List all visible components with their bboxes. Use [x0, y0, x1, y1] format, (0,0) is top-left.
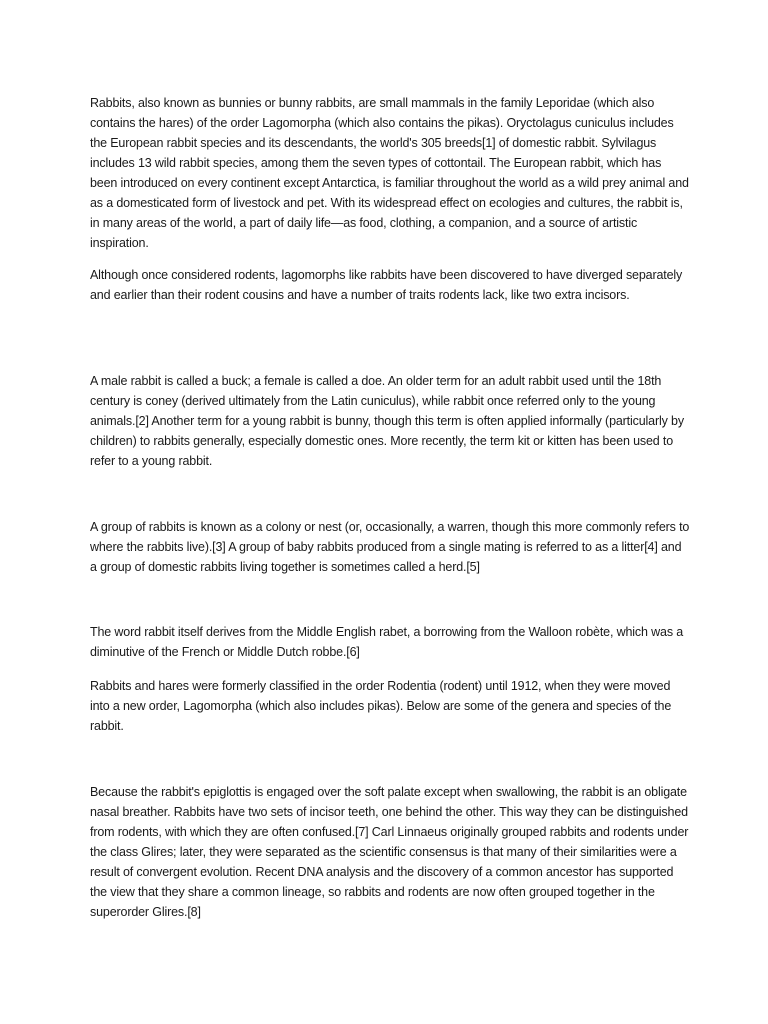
paragraph-anatomy-evolution: Because the rabbit's epiglottis is engaged over the soft palate except when swallowing, the rabbit is an obligate nasal breather. Rabbits have two sets of incisor teeth, one behind the other. This way they can be distinguished from rodents, with which they are often confused.[7] Carl Linnaeus originally grouped rabbits and rodents under the class Glires; later, they were separated as the scientific consensus is that many of their similarities were a result of convergent evolution. Recent DNA analysis and the discovery of a common ancestor has supported the view that they share a common lineage, so rabbits and rodents are now often grouped together in the superorder Glires.[8]	[90, 785, 689, 919]
paragraph-etymology: The word rabbit itself derives from the Middle English rabet, a borrowing from the Walloon robète, which was a diminutive of the French or Middle Dutch robbe.[6]	[90, 625, 684, 659]
paragraph-classification: Rabbits and hares were formerly classified in the order Rodentia (rodent) until 1912, when they were moved into a new order, Lagomorpha (which also includes pikas). Below are some of the genera and species of the rabbit.	[90, 679, 672, 733]
paragraph-rabbits-intro: Rabbits, also known as bunnies or bunny rabbits, are small mammals in the family Leporidae (which also contains the hares) of the order Lagomorpha (which also contains the pikas). Oryctolagus cuniculus includes the European rabbit species and its descendants, the world's 305 breeds[1] of domestic rabbit. Sylvilagus includes 13 wild rabbit species, among them the seven types of cottontail. The European rabbit, which has been introduced on every continent except Antarctica, is familiar throughout the world as a wild prey animal and as a domesticated form of livestock and pet. With its widespread effect on ecologies and cultures, the rabbit is, in many areas of the world, a part of daily life—as food, clothing, a companion, and a source of artistic inspiration.	[90, 96, 689, 250]
paragraph-terminology: A male rabbit is called a buck; a female is called a doe. An older term for an adult rabbit used until the 18th century is coney (derived ultimately from the Latin cuniculus), while rabbit once referred only to the young animals.[2] Another term for a young rabbit is bunny, though this term is often applied informally (particularly by children) to rabbits generally, especially domestic ones. More recently, the term kit or kitten has been used to refer to a young rabbit.	[90, 374, 684, 468]
paragraph-lagomorphs: Although once considered rodents, lagomorphs like rabbits have been discovered to have diverged separately and earlier than their rodent cousins and have a number of traits rodents lack, like two extra incisors.	[90, 268, 683, 302]
paragraph-group-names: A group of rabbits is known as a colony or nest (or, occasionally, a warren, though this more commonly refers to where the rabbits live).[3] A group of baby rabbits produced from a single mating is referred to as a litter[4] and a group of domestic rabbits living together is sometimes called a herd.[5]	[90, 520, 690, 574]
